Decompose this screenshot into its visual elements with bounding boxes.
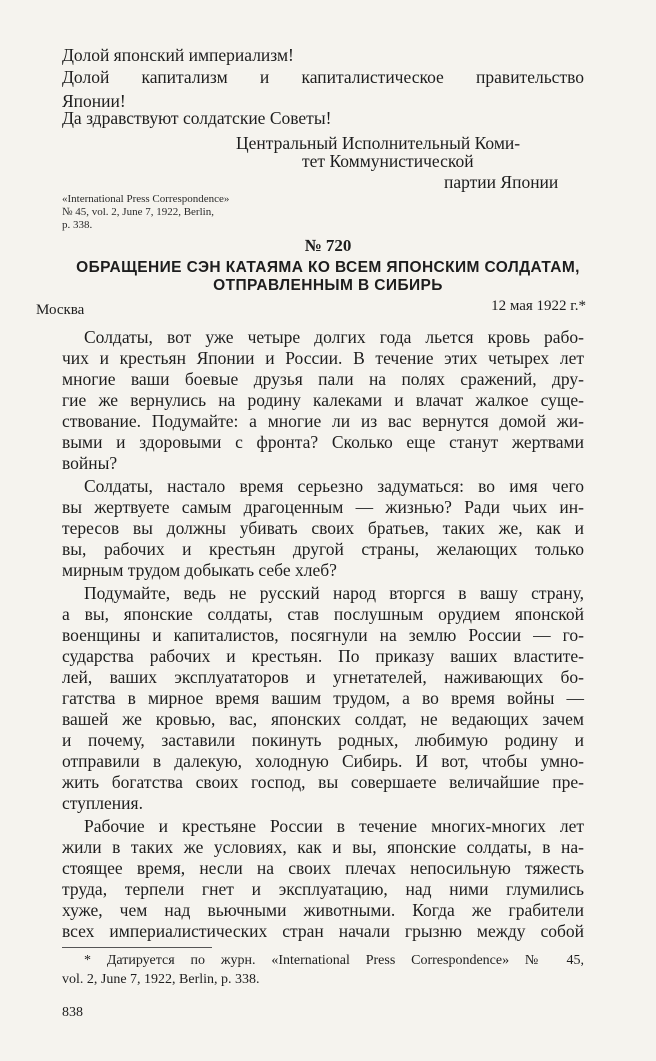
page-number: 838 bbox=[62, 1005, 83, 1020]
body-line: Подумайте, ведь не русский народ вторгся в вашу страну, bbox=[84, 583, 584, 603]
source-note-line-3: p. 338. bbox=[62, 219, 93, 231]
slogan-line-2: Долой капитализм и капиталистическое правительство bbox=[62, 67, 584, 87]
footnote-line-2: vol. 2, June 7, 1922, Berlin, p. 338. bbox=[62, 972, 260, 987]
body-line: вы жертвуете самым драгоценным — жизнью? Ради чьих ин- bbox=[62, 497, 584, 517]
body-line: труда, терпели гнет и эксплуатацию, над ними глумились bbox=[62, 879, 584, 899]
source-note-line-1: «International Press Correspondence» bbox=[62, 193, 230, 205]
footnote-line-1: * Датируется по журн. «International Press Correspondence» № 45, bbox=[84, 953, 584, 968]
document-place: Москва bbox=[36, 302, 85, 318]
body-line: сударства рабочих и крестьян. По приказу ваших властите- bbox=[62, 646, 584, 666]
body-line: Солдаты, вот уже четыре долгих года льется кровь рабо- bbox=[84, 327, 584, 347]
body-line: многие ваши боевые друзья пали на полях сражений, дру- bbox=[62, 369, 584, 389]
body-line: вашей же кровью, вас, японских солдат, не ведающих зачем bbox=[62, 709, 584, 729]
body-line: военщины и капиталистов, посягнули на землю России — го- bbox=[62, 625, 584, 645]
body-line: гатства в мирное время вашим трудом, а во время войны — bbox=[62, 688, 584, 708]
body-line: Рабочие и крестьяне России в течение многих-многих лет bbox=[84, 816, 584, 836]
source-note-line-2: № 45, vol. 2, June 7, 1922, Berlin, bbox=[62, 206, 214, 218]
body-line: выми и здоровыми с фронта? Сколько еще станут жертвами bbox=[62, 432, 584, 452]
document-date: 12 мая 1922 г.* bbox=[491, 298, 586, 314]
footnote-divider bbox=[62, 947, 212, 948]
body-line: а вы, японские солдаты, став послушным орудием японской bbox=[62, 604, 584, 624]
body-line: Солдаты, настало время серьезно задуматься: во имя чего bbox=[84, 476, 584, 496]
body-line: лей, ваших эксплуататоров и угнетателей, наживающих бо- bbox=[62, 667, 584, 687]
body-line: чих и крестьян Японии и России. В течение этих четырех лет bbox=[62, 348, 584, 368]
body-line: ствование. Подумайте: а многие ли из вас вернутся домой жи- bbox=[62, 411, 584, 431]
body-line: мирным трудом добыкать себе хлеб? bbox=[62, 560, 337, 580]
document-title-line-2: ОТПРАВЛЕННЫМ В СИБИРЬ bbox=[213, 277, 443, 294]
body-line: тересов вы должны убивать своих братьев, таких же, как и bbox=[62, 518, 584, 538]
body-line: всех империалистических стран начали грызню между собой bbox=[62, 921, 584, 941]
document-number: № 720 bbox=[304, 236, 352, 255]
body-line: гие же вернулись на родину калеками и влачат жалкое суще- bbox=[62, 390, 584, 410]
body-line: жили в таких же условиях, как и вы, японские солдаты, в на- bbox=[62, 837, 584, 857]
slogan-line-3: Японии! bbox=[62, 91, 126, 111]
slogan-line-1: Долой японский империализм! bbox=[62, 45, 294, 65]
body-line: и почему, заставили покинуть родных, любимую родину и bbox=[62, 730, 584, 750]
body-line: хуже, чем над вьючными животными. Когда же грабители bbox=[62, 900, 584, 920]
body-line: войны? bbox=[62, 453, 118, 473]
body-line: вы, рабочих и крестьян другой страны, желающих только bbox=[62, 539, 584, 559]
signature-line-1: Центральный Исполнительный Коми- bbox=[236, 133, 521, 153]
signature-line-2: тет Коммунистической bbox=[302, 151, 474, 171]
signature-line-3: партии Японии bbox=[444, 172, 559, 192]
body-line: стоящее время, несли на своих плечах непосильную тяжесть bbox=[62, 858, 584, 878]
document-title-line-1: ОБРАЩЕНИЕ СЭН КАТАЯМА КО ВСЕМ ЯПОНСКИМ СОЛДАТАМ, bbox=[76, 259, 580, 276]
body-line: жить богатства своих господ, вы совершаете величайшие пре- bbox=[62, 772, 584, 792]
slogan-line-4: Да здравствуют солдатские Советы! bbox=[62, 108, 332, 128]
body-line: ступления. bbox=[62, 793, 143, 813]
body-line: отправили в далекую, холодную Сибирь. И вот, чтобы умно- bbox=[62, 751, 584, 771]
